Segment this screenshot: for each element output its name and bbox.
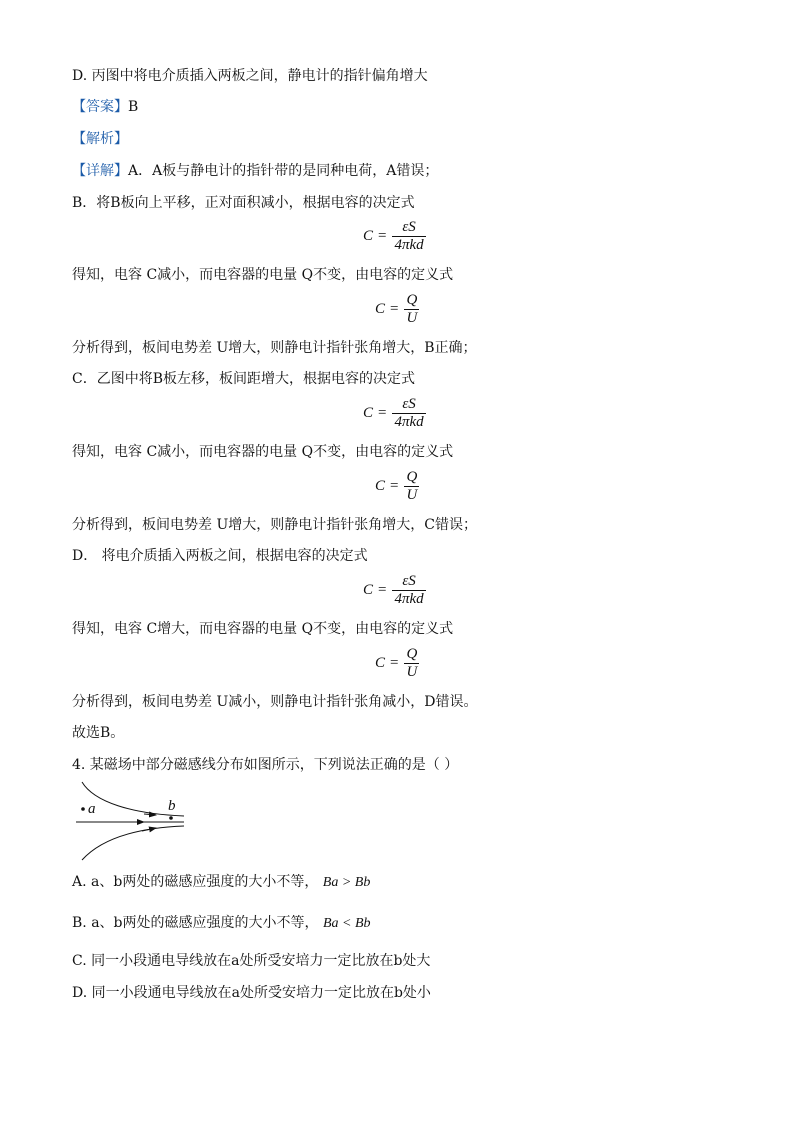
answer-tag: 【答案】: [72, 99, 128, 115]
defining-formula-2: [375, 469, 419, 504]
formula-eq: =: [378, 405, 387, 421]
q4-option-c: C. 同一小段通电导线放在a处所受安培力一定比放在b处大: [72, 953, 431, 969]
formula-denominator: U: [406, 487, 418, 503]
option-b-text: B. a、b两处的磁感应强度的大小不等，: [72, 915, 319, 931]
formula-fraction: [392, 396, 425, 431]
formula-numerator: εS: [402, 396, 416, 412]
field-lines-svg: [72, 780, 192, 862]
formula-fraction: [404, 646, 419, 681]
formula-fraction: [392, 219, 425, 254]
formula-denominator: U: [406, 310, 418, 326]
c-intro: C．乙图中将B板左移，板间距增大，根据电容的决定式: [72, 371, 415, 387]
detail-tag: 【详解】: [72, 163, 128, 179]
formula-lhs: C: [363, 405, 374, 421]
formula-eq: =: [390, 301, 399, 317]
formula-numerator: εS: [402, 573, 416, 589]
d-result: 分析得到，板间电势差 U减小，则静电计指针张角减小，D错误。: [72, 694, 478, 710]
formula-denominator: U: [406, 664, 418, 680]
analysis-tag: 【解析】: [72, 131, 128, 147]
arrow-lower: [142, 828, 156, 831]
b-intro: B．将B板向上平移，正对面积减小，根据电容的决定式: [72, 195, 415, 211]
formula-numerator: Q: [406, 292, 418, 308]
field-line-lower: [82, 826, 184, 860]
formula-numerator: Q: [406, 646, 418, 662]
point-a-label: a: [88, 801, 96, 817]
decisive-formula-3: [363, 573, 426, 608]
option-b-math: Ba < Bb: [322, 916, 371, 931]
conclusion: 故选B。: [72, 725, 125, 741]
formula-denominator: 4πkd: [394, 414, 424, 430]
magnetic-field-figure: [72, 780, 192, 866]
decisive-formula-1: [363, 219, 426, 254]
formula-eq: =: [390, 478, 399, 494]
formula-eq: =: [390, 655, 399, 671]
formula-eq: =: [378, 582, 387, 598]
b-know: 得知，电容 C减小，而电容器的电量 Q不变，由电容的定义式: [72, 267, 454, 283]
answer-line: [72, 97, 138, 117]
q4-option-a: [72, 872, 370, 893]
q3-option-d: D. 丙图中将电介质插入两板之间，静电计的指针偏角增大: [72, 68, 428, 84]
c-know: 得知，电容 C减小，而电容器的电量 Q不变，由电容的定义式: [72, 444, 454, 460]
formula-numerator: εS: [402, 219, 416, 235]
point-a-dot: [81, 807, 85, 811]
formula-lhs: C: [375, 301, 386, 317]
b-result: 分析得到，板间电势差 U增大，则静电计指针张角增大，B正确；: [72, 340, 477, 356]
formula-lhs: C: [375, 655, 386, 671]
option-a-math: Ba > Bb: [322, 875, 371, 890]
d-intro: D． 将电介质插入两板之间，根据电容的决定式: [72, 548, 368, 564]
formula-fraction: [392, 573, 425, 608]
formula-lhs: C: [363, 582, 374, 598]
detail-a-text: A．A板与静电计的指针带的是同种电荷，A错误；: [128, 163, 439, 179]
q4-option-d: D. 同一小段通电导线放在a处所受安培力一定比放在b处小: [72, 985, 431, 1001]
formula-denominator: 4πkd: [394, 591, 424, 607]
arrow-upper: [144, 814, 156, 815]
defining-formula-1: [375, 292, 419, 327]
formula-fraction: [404, 292, 419, 327]
formula-lhs: C: [375, 478, 386, 494]
d-know: 得知，电容 C增大，而电容器的电量 Q不变，由电容的定义式: [72, 621, 454, 637]
option-a-text: A. a、b两处的磁感应强度的大小不等，: [72, 874, 319, 890]
formula-numerator: Q: [406, 469, 418, 485]
defining-formula-3: [375, 646, 419, 681]
formula-lhs: C: [363, 228, 374, 244]
c-result: 分析得到，板间电势差 U增大，则静电计指针张角增大，C错误；: [72, 517, 477, 533]
q4-stem: 4. 某磁场中部分磁感线分布如图所示，下列说法正确的是（ ）: [72, 757, 459, 773]
decisive-formula-2: [363, 396, 426, 431]
q4-option-b: [72, 913, 371, 934]
detail-a-line: [72, 161, 438, 181]
formula-denominator: 4πkd: [394, 237, 424, 253]
point-b-dot: [169, 816, 173, 820]
formula-eq: =: [378, 228, 387, 244]
answer-value: B: [128, 99, 139, 115]
point-b-label: b: [168, 798, 176, 814]
formula-fraction: [404, 469, 419, 504]
